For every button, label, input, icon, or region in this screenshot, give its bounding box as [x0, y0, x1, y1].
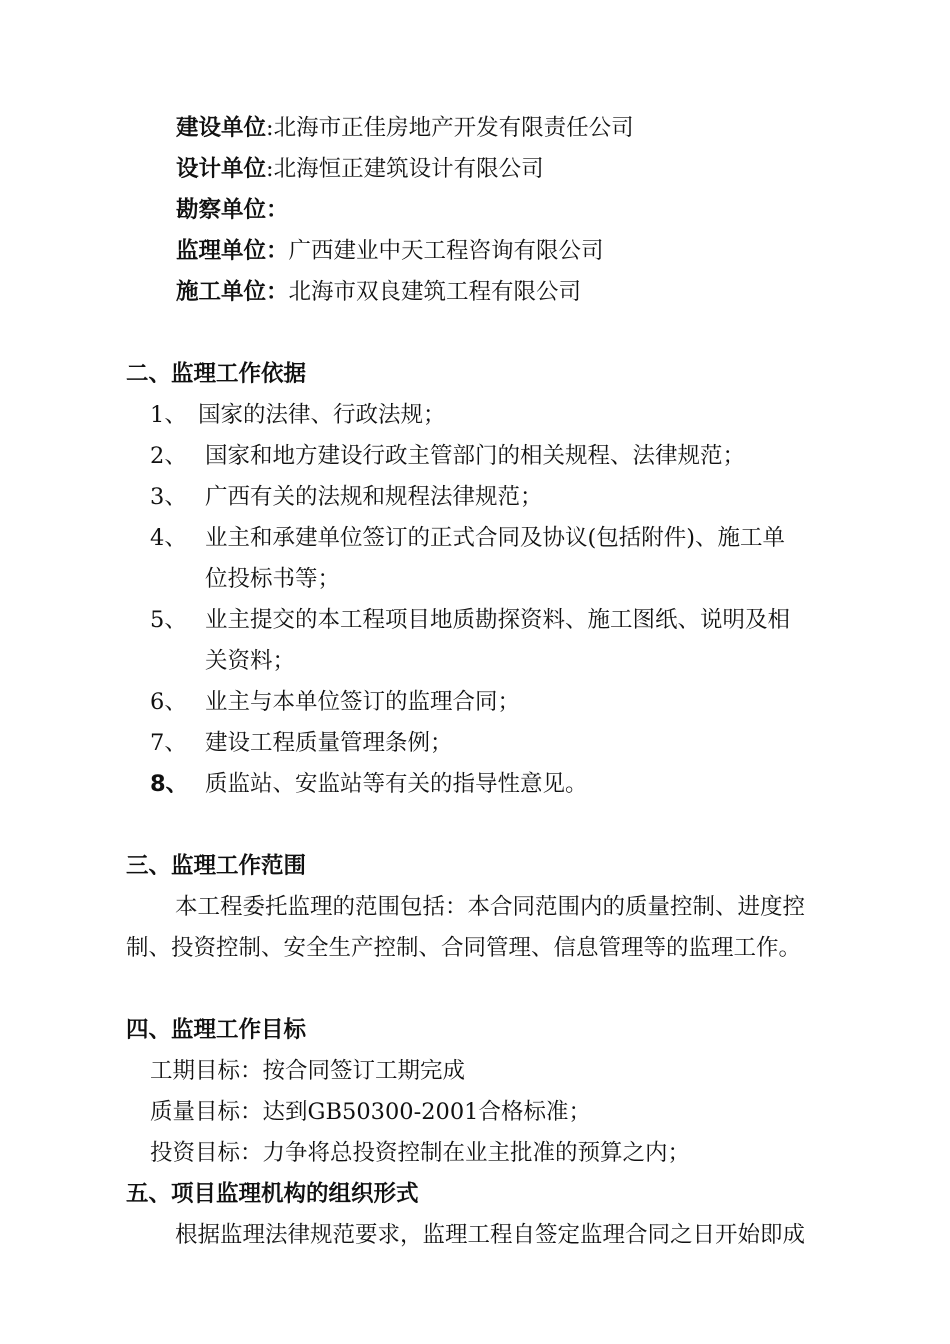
list-item-text: 质监站、安监站等有关的指导性意见。	[205, 771, 588, 797]
list-item-number: 8、	[150, 771, 189, 797]
list-item-text-cont: 关资料；	[205, 648, 296, 674]
section-2-heading: 二、监理工作依据	[126, 361, 307, 387]
list-item-text: 广西有关的法规和规程法律规范；	[205, 484, 543, 510]
unit-value: 北海市正佳房地产开发有限责任公司	[273, 115, 634, 141]
unit-label: 建设单位	[176, 115, 267, 141]
list-item-text: 国家和地方建设行政主管部门的相关规程、法律规范；	[205, 443, 746, 469]
unit-row-survey	[176, 195, 289, 225]
unit-sep: ：	[266, 279, 289, 305]
section-3-heading: 三、监理工作范围	[126, 853, 307, 879]
paragraph-line: 制、投资控制、安全生产控制、合同管理、信息管理等的监理工作。	[126, 935, 802, 961]
list-item-text: 业主与本单位签订的监理合同；	[205, 689, 521, 715]
list-item-number: 5、	[150, 607, 187, 633]
paragraph-line: 根据监理法律规范要求，监理工程自签定监理合同之日开始即成	[175, 1222, 806, 1248]
unit-label: 施工单位	[176, 279, 267, 305]
goal-value: 按合同签订工期完成	[262, 1058, 466, 1084]
list-item-text: 建设工程质量管理条例；	[205, 730, 453, 756]
list-item-number: 4、	[150, 525, 187, 551]
unit-row-construction	[176, 113, 634, 143]
unit-value: 广西建业中天工程咨询有限公司	[288, 238, 604, 264]
goal-label: 工期目标：	[150, 1058, 263, 1084]
list-item-text: 业主和承建单位签订的正式合同及协议(包括附件)、施工单	[205, 525, 786, 551]
list-item-number: 3、	[150, 484, 187, 510]
section-4-heading: 四、监理工作目标	[126, 1017, 307, 1043]
list-item-number: 7、	[150, 730, 187, 756]
unit-label: 设计单位	[176, 156, 267, 182]
unit-value: 北海市双良建筑工程有限公司	[288, 279, 582, 305]
unit-sep: ：	[266, 238, 289, 264]
unit-label: 监理单位	[176, 238, 267, 264]
unit-value: 北海恒正建筑设计有限公司	[273, 156, 544, 182]
list-item-number: 6、	[150, 689, 187, 715]
unit-label: 勘察单位	[176, 197, 267, 223]
goal-value: 达到GB50300-2001合格标准；	[262, 1099, 591, 1125]
unit-sep: :	[266, 156, 274, 182]
goal-row-investment	[150, 1138, 690, 1168]
unit-sep: :	[266, 115, 274, 141]
list-item-text-cont: 位投标书等；	[205, 566, 341, 592]
list-item-text: 业主提交的本工程项目地质勘探资料、施工图纸、说明及相	[205, 607, 791, 633]
list-item-number: 1、	[150, 402, 187, 428]
goal-label: 质量目标：	[150, 1099, 263, 1125]
goal-label: 投资目标：	[150, 1140, 263, 1166]
unit-row-supervision	[176, 236, 604, 266]
list-item-text: 国家的法律、行政法规；	[198, 402, 446, 428]
unit-sep: ：	[266, 197, 289, 223]
goal-value: 力争将总投资控制在业主批准的预算之内；	[262, 1140, 691, 1166]
goal-row-schedule	[150, 1056, 465, 1086]
unit-row-contractor	[176, 277, 581, 307]
list-item-number: 2、	[150, 443, 187, 469]
goal-row-quality	[150, 1097, 591, 1127]
section-5-heading: 五、项目监理机构的组织形式	[126, 1181, 419, 1207]
paragraph-line: 本工程委托监理的范围包括：本合同范围内的质量控制、进度控	[175, 894, 806, 920]
unit-row-design	[176, 154, 544, 184]
